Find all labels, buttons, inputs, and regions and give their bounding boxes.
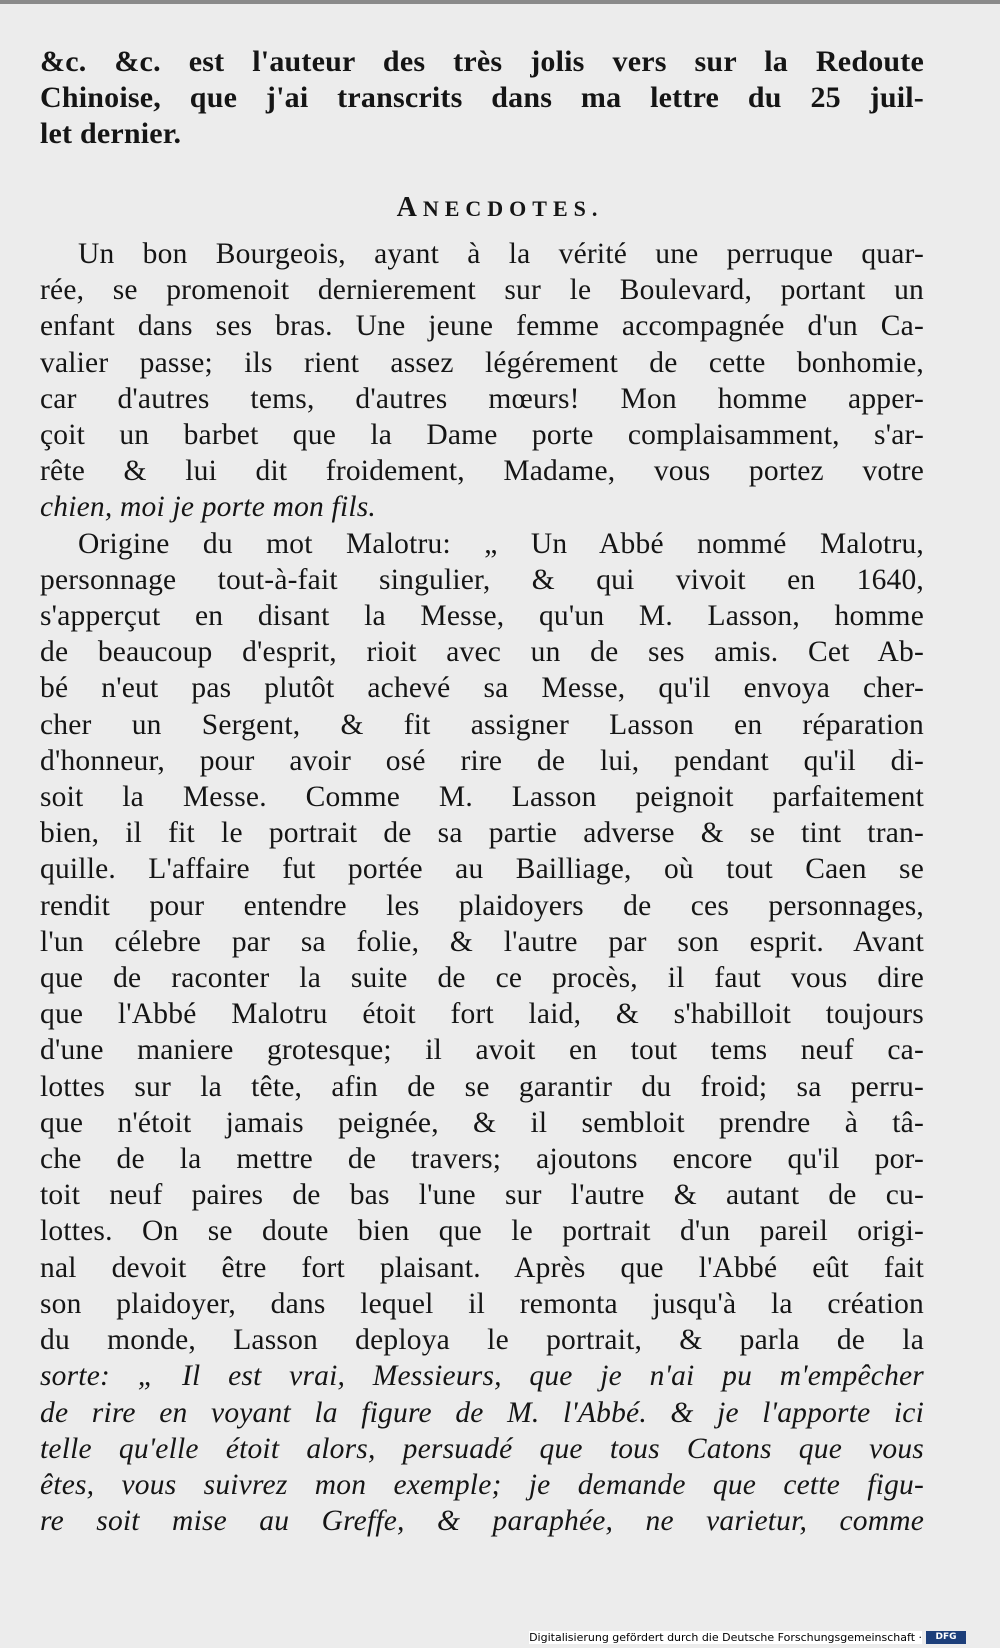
anecdote2-line: bé n'eut pas plutôt achevé sa Messe, qu'il envoya cher- bbox=[40, 672, 924, 705]
anecdote1-line: rête & lui dit froidement, Madame, vous portez votre bbox=[40, 455, 924, 488]
body-text bbox=[40, 236, 924, 1539]
anecdote1-line: car d'autres tems, d'autres mœurs! Mon homme apper- bbox=[40, 382, 924, 415]
anecdote2-line: sorte: „ Il est vrai, Messieurs, que je n'ai pu m'empêcher bbox=[40, 1360, 924, 1393]
anecdote2-line: que de raconter la suite de ce procès, il faut vous dire bbox=[40, 962, 924, 995]
intro-paragraph bbox=[40, 44, 924, 153]
anecdote2-line: l'un célebre par sa folie, & l'autre par son esprit. Avant bbox=[40, 925, 924, 958]
anecdote1-line: rée, se promenoit dernierement sur le Boulevard, portant un bbox=[40, 274, 924, 307]
intro-line: &c. &c. est l'auteur des très jolis vers sur la Redoute bbox=[40, 45, 924, 78]
intro-line: let dernier. bbox=[40, 117, 182, 151]
top-rule bbox=[0, 0, 1000, 4]
anecdote2-line: d'honneur, pour avoir osé rire de lui, pendant qu'il di- bbox=[40, 744, 924, 777]
anecdote2-line: telle qu'elle étoit alors, persuadé que tous Catons que vous bbox=[40, 1432, 924, 1465]
anecdote2-line: lottes. On se doute bien que le portrait d'un pareil origi- bbox=[40, 1215, 924, 1248]
anecdote2-line: soit la Messe. Comme M. Lasson peignoit parfaitement bbox=[40, 781, 924, 814]
section-heading bbox=[0, 192, 1000, 224]
anecdote2-line: che de la mettre de travers; ajoutons encore qu'il por- bbox=[40, 1143, 924, 1176]
heading-rest: NECDOTES. bbox=[422, 196, 604, 221]
anecdote2-line: que l'Abbé Malotru étoit fort laid, & s'habilloit toujours bbox=[40, 998, 924, 1031]
digitization-credit: Digitalisierung gefördert durch die Deutsche Forschungsgemeinschaft · bbox=[529, 1631, 922, 1644]
anecdote1-line: valier passe; ils rient assez légérement de cette bonhomie, bbox=[40, 346, 924, 379]
anecdote2-line: de beaucoup d'esprit, rioit avec un de ses amis. Cet Ab- bbox=[40, 636, 924, 669]
anecdote2-line: rendit pour entendre les plaidoyers de ces personnages, bbox=[40, 889, 924, 922]
anecdote2-line: nal devoit être fort plaisant. Après que l'Abbé eût fait bbox=[40, 1251, 924, 1284]
anecdote2-line: lottes sur la tête, afin de se garantir du froid; sa perru- bbox=[40, 1070, 924, 1103]
anecdote2-line: re soit mise au Greffe, & paraphée, ne varietur, comme bbox=[40, 1505, 924, 1538]
intro-line: Chinoise, que j'ai transcrits dans ma lettre du 25 juil- bbox=[40, 81, 924, 115]
anecdote1-line: enfant dans ses bras. Une jeune femme accompagnée d'un Ca- bbox=[40, 310, 924, 343]
anecdote2-line: de rire en voyant la figure de M. l'Abbé. & je l'apporte ici bbox=[40, 1396, 924, 1429]
anecdote2-line: s'apperçut en disant la Messe, qu'un M. Lasson, homme bbox=[40, 600, 924, 633]
anecdote2-line: personnage tout-à-fait singulier, & qui vivoit en 1640, bbox=[40, 563, 924, 596]
anecdote1-line: Un bon Bourgeois, ayant à la vérité une perruque quar- bbox=[78, 238, 924, 270]
anecdote2-line: du monde, Lasson deploya le portrait, & parla de la bbox=[40, 1324, 924, 1357]
anecdote1-line: chien, moi je porte mon fils. bbox=[40, 491, 376, 524]
heading-initial: A bbox=[396, 192, 423, 223]
anecdote2-line: Origine du mot Malotru: „ Un Abbé nommé Malotru, bbox=[78, 527, 924, 560]
anecdote1-line: çoit un barbet que la Dame porte complaisamment, s'ar- bbox=[40, 419, 924, 452]
anecdote2-line: bien, il fit le portrait de sa partie adverse & se tint tran- bbox=[40, 817, 924, 850]
anecdote2-line: toit neuf paires de bas l'une sur l'autre & autant de cu- bbox=[40, 1179, 924, 1212]
anecdote2-line: son plaidoyer, dans lequel il remonta jusqu'à la création bbox=[40, 1287, 924, 1320]
anecdote2-line: d'une maniere grotesque; il avoit en tout tems neuf ca- bbox=[40, 1034, 924, 1067]
anecdote2-line: cher un Sergent, & fit assigner Lasson en réparation bbox=[40, 708, 924, 741]
dfg-logo: DFG bbox=[926, 1631, 966, 1644]
anecdote2-line: quille. L'affaire fut portée au Bailliage, où tout Caen se bbox=[40, 853, 924, 886]
anecdote2-line: que n'étoit jamais peignée, & il sembloit prendre à tâ- bbox=[40, 1106, 924, 1139]
anecdote2-line: êtes, vous suivrez mon exemple; je demande que cette figu- bbox=[40, 1468, 924, 1501]
